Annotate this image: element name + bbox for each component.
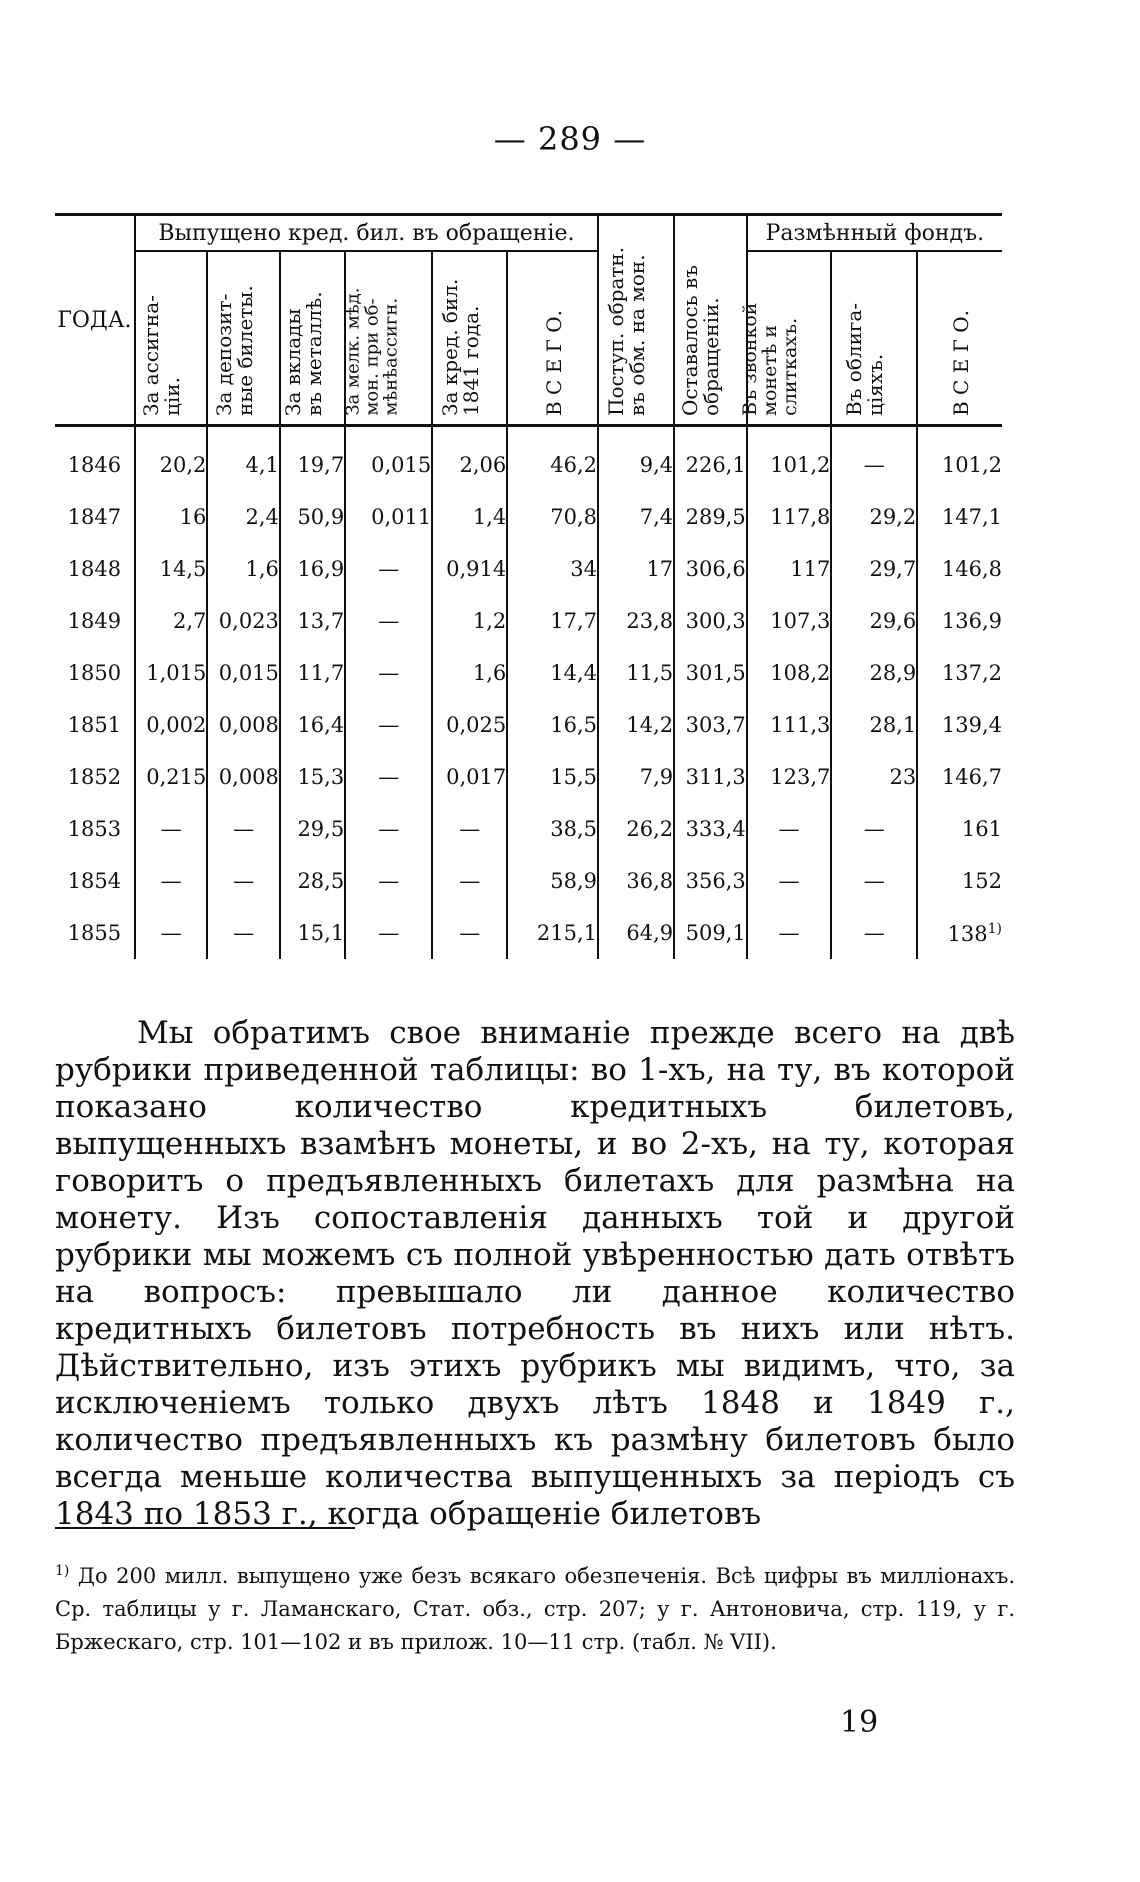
table-cell: 306,6 [674,543,747,595]
table-cell: — [207,855,280,907]
table-cell: 11,5 [598,647,674,699]
table-cell: — [747,907,832,959]
table-cell: 0,008 [207,699,280,751]
table-cell: 70,8 [507,491,598,543]
table-cell: 301,5 [674,647,747,699]
table-cell: 0,017 [432,751,507,803]
table-cell: 111,3 [747,699,832,751]
table-cell: 36,8 [598,855,674,907]
column-header-6: В С Е Г О. [507,251,598,426]
table-cell: 300,3 [674,595,747,647]
table-cell: 16,9 [280,543,345,595]
table-cell: 0,023 [207,595,280,647]
table-cell: — [432,855,507,907]
table-cell: 1,2 [432,595,507,647]
row-year: 1851 [67,713,122,737]
table-cell: 28,9 [831,647,917,699]
table-cell: 333,4 [674,803,747,855]
table-cell: 15,1 [280,907,345,959]
table-cell: 107,3 [747,595,832,647]
table-cell: 23,8 [598,595,674,647]
footnote [55,1555,1015,1659]
table-cell: 2,06 [432,426,507,492]
table-cell [917,907,1002,959]
table-cell: 1,6 [432,647,507,699]
table-cell: 14,5 [135,543,208,595]
row-year: 1853 [67,817,122,841]
table-cell: — [345,595,432,647]
table-cell: — [345,699,432,751]
column-header-4: За мелк. мѣд. мон. при об- мѣнѣассигн. [345,251,432,426]
table-cell: — [345,803,432,855]
table-cell: 29,6 [831,595,917,647]
table-cell: 16 [135,491,208,543]
row-year: 1855 [67,921,122,945]
column-header-11: В С Е Г О. [917,251,1002,426]
row-year: 1854 [67,869,122,893]
table-cell: 215,1 [507,907,598,959]
table-cell: 1,6 [207,543,280,595]
table-cell: 16,5 [507,699,598,751]
column-header-9: Въ звонкой монетѣ и слиткахъ. [747,251,832,426]
table-cell: 20,2 [135,426,208,492]
table-cell: 123,7 [747,751,832,803]
table-row [55,699,1002,751]
table-cell: 14,2 [598,699,674,751]
row-year: 1847 [67,505,122,529]
table-cell: 509,1 [674,907,747,959]
column-header-5: За кред. бил. 1841 года. [432,251,507,426]
table-cell: 117,8 [747,491,832,543]
table-cell: — [135,803,208,855]
table-cell: 2,7 [135,595,208,647]
footnote-marker: 1) [55,1563,70,1579]
table-cell: 34 [507,543,598,595]
footnote-reference: 1) [987,920,1002,937]
table-cell: — [207,803,280,855]
table-cell: — [345,855,432,907]
table-row [55,426,1002,492]
table-cell: — [135,855,208,907]
table-row [55,803,1002,855]
footnote-rule [55,1527,355,1529]
table-cell: — [432,907,507,959]
table-cell: 64,9 [598,907,674,959]
table-cell: 136,9 [917,595,1002,647]
table-cell: 13,7 [280,595,345,647]
table-cell: 28,5 [280,855,345,907]
table-cell: 101,2 [917,426,1002,492]
column-header-8: Оставалось въ обращеніи. [674,215,747,426]
column-header-3: За вклады въ металлѣ. [280,251,345,426]
table-cell: 4,1 [207,426,280,492]
row-year: 1852 [67,765,122,789]
signature-mark: 19 [840,1705,879,1740]
issued-group-header: Выпущено кред. бил. въ обращеніе. [135,215,598,252]
table-cell: 29,7 [831,543,917,595]
table-cell: 0,015 [207,647,280,699]
table-cell: 161 [917,803,1002,855]
table-cell: 15,5 [507,751,598,803]
table-body [55,426,1002,960]
column-header-2: За депозит- ные билеты. [207,251,280,426]
table-cell: 0,025 [432,699,507,751]
table-cell: 16,4 [280,699,345,751]
table-cell: — [345,543,432,595]
table-cell: 2,4 [207,491,280,543]
table-cell: 311,3 [674,751,747,803]
table-cell: 1,015 [135,647,208,699]
table-cell: 7,4 [598,491,674,543]
table-cell: 29,2 [831,491,917,543]
column-header-1: За ассигна- цiи. [135,251,208,426]
table-cell: 137,2 [917,647,1002,699]
table-cell: 356,3 [674,855,747,907]
table-row [55,491,1002,543]
body-paragraph: Мы обратимъ свое вниманіе прежде всего на двѣ рубрики приведенной таблицы: во 1-хъ, на ту, въ которой показано количество кредитныхъ билетовъ, выпущенныхъ взамѣнъ монеты, и во 2-хъ, на ту, которая говоритъ о предъявленныхъ билетахъ для размѣна на монету. Изъ сопоставленія данныхъ той и другой рубрики мы можемъ съ полной увѣренностью дать отвѣтъ на вопросъ: превышало ли данное количество кредитныхъ билетовъ потребность въ нихъ или нѣтъ. Дѣйствительно, изъ этихъ рубрикъ мы видимъ, что, за исключеніемъ только двухъ лѣтъ 1848 и 1849 г., количество предъявленныхъ къ размѣну билетовъ было всегда меньше количества выпущенныхъ за періодъ съ 1843 по 1853 г., когда обращеніе билетовъ [55,1015,1015,1532]
table-cell: 50,9 [280,491,345,543]
table-cell: 17,7 [507,595,598,647]
table-cell: — [345,751,432,803]
table-row [55,543,1002,595]
column-header-7: Поступ. обратн. въ обм. на мон. [598,215,674,426]
table-cell: 152 [917,855,1002,907]
year-column-header: ГОДА. [55,215,135,426]
table-cell: 19,7 [280,426,345,492]
table-cell: — [747,855,832,907]
table-cell: 226,1 [674,426,747,492]
footnote-text: До 200 милл. выпущено уже безъ всякаго обезпеченія. Всѣ цифры въ милліонахъ. Ср. таблицы у г. Ламанскаго, Стат. обз., стр. 207; у г. Антоновича, стр. 119, у г. Бржескаго, стр. 101—102 и въ прилож. 10—11 стр. (табл. № VII). [55,1564,1015,1654]
table-cell: 0,002 [135,699,208,751]
table-cell: 9,4 [598,426,674,492]
table-row [55,595,1002,647]
table-cell: 146,8 [917,543,1002,595]
column-header-10: Въ облига- ціяхъ. [831,251,917,426]
table-cell: 289,5 [674,491,747,543]
statistics-table [55,213,1002,959]
row-year: 1846 [67,453,122,477]
page-number: — 289 — [493,120,647,158]
table-cell: 26,2 [598,803,674,855]
table-cell: — [831,803,917,855]
table-cell: — [345,907,432,959]
table-cell: 0,008 [207,751,280,803]
row-year: 1848 [67,557,122,581]
table-row [55,751,1002,803]
table-cell: — [207,907,280,959]
table-cell: 7,9 [598,751,674,803]
table-cell: 0,215 [135,751,208,803]
table-cell: 0,011 [345,491,432,543]
exchange-fund-group-header: Размѣнный фондъ. [747,215,1002,252]
table-cell: — [135,907,208,959]
table-cell: 303,7 [674,699,747,751]
table-cell-value: 138 [947,921,988,946]
table-cell: 117 [747,543,832,595]
table-cell: 146,7 [917,751,1002,803]
table-cell: 17 [598,543,674,595]
table-cell: 46,2 [507,426,598,492]
table-row [55,855,1002,907]
table-cell: 28,1 [831,699,917,751]
table-cell: — [831,855,917,907]
table-cell: — [747,803,832,855]
table-cell: — [831,426,917,492]
table-cell: 0,015 [345,426,432,492]
table-cell: 38,5 [507,803,598,855]
table-cell: 11,7 [280,647,345,699]
row-year: 1849 [67,609,122,633]
table-cell: 108,2 [747,647,832,699]
table-cell: 139,4 [917,699,1002,751]
table-cell: 147,1 [917,491,1002,543]
table-row [55,907,1002,959]
table-cell: — [432,803,507,855]
table-cell: — [831,907,917,959]
table-cell: 29,5 [280,803,345,855]
row-year: 1850 [67,661,122,685]
table-cell: 15,3 [280,751,345,803]
table-cell: 23 [831,751,917,803]
table-cell: 58,9 [507,855,598,907]
table-row [55,647,1002,699]
table-cell: 1,4 [432,491,507,543]
table-cell: 0,914 [432,543,507,595]
table-cell: 14,4 [507,647,598,699]
table-cell: — [345,647,432,699]
table-cell: 101,2 [747,426,832,492]
